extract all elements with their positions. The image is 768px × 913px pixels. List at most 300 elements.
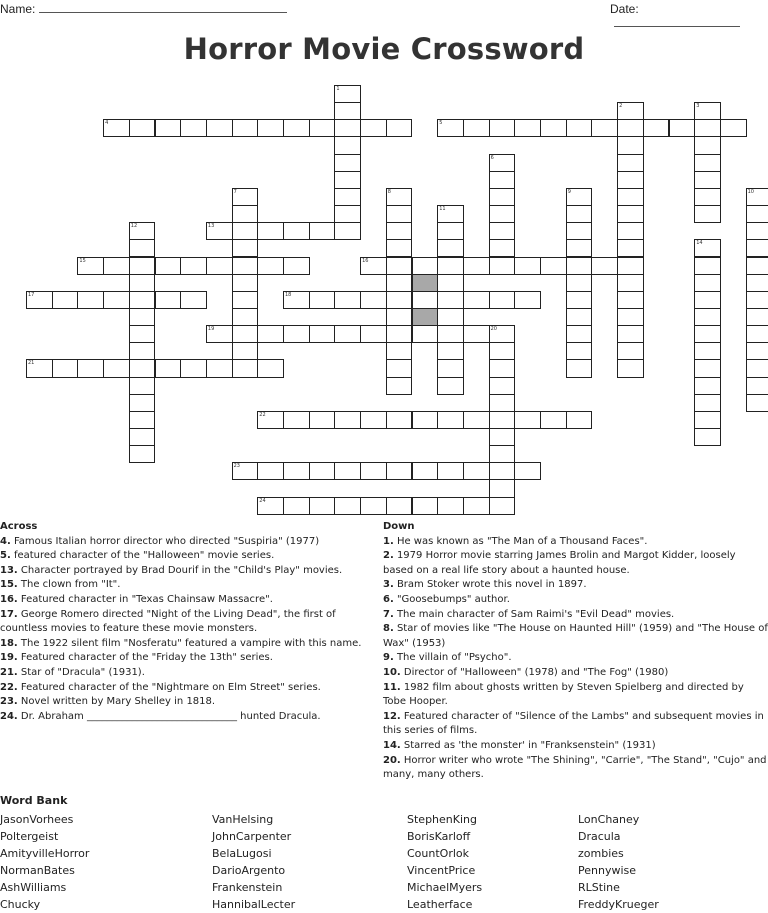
clue-number: 10. (383, 666, 401, 678)
word-bank-item: Pennywise (578, 864, 637, 878)
grid-cell[interactable] (617, 222, 644, 240)
grid-cell[interactable] (746, 205, 768, 223)
grid-cell[interactable] (617, 257, 644, 275)
grid-cell[interactable] (129, 222, 156, 240)
grid-cell[interactable] (180, 359, 207, 377)
grid-cell[interactable] (746, 274, 768, 292)
grid-cell[interactable] (232, 222, 259, 240)
grid-cell[interactable] (360, 411, 387, 429)
grid-cell[interactable] (26, 291, 53, 309)
word-bank-item: AshWilliams (0, 881, 67, 895)
grid-cell[interactable] (206, 257, 233, 275)
grid-cell[interactable] (566, 325, 593, 343)
grid-cell[interactable] (334, 102, 361, 120)
grid-cell[interactable] (77, 291, 104, 309)
grid-cell[interactable] (257, 119, 284, 137)
shaded-cell (412, 274, 439, 292)
clue-text: "Goosebumps" author. (393, 593, 510, 605)
grid-cell[interactable] (617, 171, 644, 189)
grid-cell[interactable] (334, 154, 361, 172)
grid-cell[interactable] (386, 188, 413, 206)
grid-cell[interactable] (566, 274, 593, 292)
grid-cell[interactable] (694, 136, 721, 154)
grid-cell[interactable] (386, 497, 413, 515)
grid-cell[interactable] (129, 394, 156, 412)
grid-cell[interactable] (180, 257, 207, 275)
grid-cell[interactable] (26, 359, 53, 377)
grid-cell[interactable] (309, 497, 336, 515)
grid-cell[interactable] (360, 497, 387, 515)
grid-cell[interactable] (412, 291, 439, 309)
down-clues (383, 520, 768, 783)
grid-cell[interactable] (746, 222, 768, 240)
grid-cell[interactable] (746, 291, 768, 309)
grid-cell[interactable] (52, 291, 79, 309)
grid-cell[interactable] (386, 222, 413, 240)
grid-cell[interactable] (437, 119, 464, 137)
clue-number: 9 (567, 188, 571, 195)
clue-text: Bram Stoker wrote this novel in 1897. (393, 579, 587, 591)
grid-cell[interactable] (283, 411, 310, 429)
clue-text: 1979 Horror movie starring James Brolin and Margot Kidder, loosely based on a real life story about a haunted house. (383, 550, 736, 576)
grid-cell[interactable] (694, 308, 721, 326)
grid-cell[interactable] (591, 119, 618, 137)
across-clue (0, 710, 380, 725)
grid-cell[interactable] (437, 239, 464, 257)
down-clue (383, 754, 768, 783)
grid-cell[interactable] (489, 342, 516, 360)
grid-cell[interactable] (155, 291, 182, 309)
grid-cell[interactable] (309, 325, 336, 343)
grid-cell[interactable] (129, 359, 156, 377)
clue-text: Character portrayed by Brad Dourif in the "Child's Play" movies. (17, 564, 343, 576)
grid-cell[interactable] (746, 239, 768, 257)
grid-cell[interactable] (334, 188, 361, 206)
grid-cell[interactable] (746, 359, 768, 377)
grid-cell[interactable] (129, 411, 156, 429)
word-bank-item: BorisKarloff (407, 830, 471, 844)
grid-cell[interactable] (129, 377, 156, 395)
grid-cell[interactable] (232, 239, 259, 257)
grid-cell[interactable] (360, 119, 387, 137)
grid-cell[interactable] (360, 257, 387, 275)
grid-cell[interactable] (566, 239, 593, 257)
grid-cell[interactable] (206, 325, 233, 343)
word-bank-item: Frankenstein (212, 881, 283, 895)
grid-cell[interactable] (617, 188, 644, 206)
grid-cell[interactable] (617, 359, 644, 377)
grid-cell[interactable] (540, 411, 567, 429)
grid-cell[interactable] (694, 188, 721, 206)
grid-cell[interactable] (514, 462, 541, 480)
grid-cell[interactable] (386, 239, 413, 257)
across-clue (0, 608, 380, 637)
grid-cell[interactable] (386, 377, 413, 395)
grid-cell[interactable] (694, 428, 721, 446)
grid-cell[interactable] (694, 394, 721, 412)
grid-cell[interactable] (206, 222, 233, 240)
grid-cell[interactable] (334, 222, 361, 240)
grid-cell[interactable] (643, 119, 670, 137)
grid-cell[interactable] (334, 85, 361, 103)
grid-cell[interactable] (489, 359, 516, 377)
grid-cell[interactable] (437, 359, 464, 377)
grid-cell[interactable] (129, 325, 156, 343)
grid-cell[interactable] (489, 497, 516, 515)
clue-text: Star of movies like "The House on Haunted Hill" (1959) and "The House of Wax" (1953) (383, 623, 768, 649)
down-clue (383, 622, 768, 651)
grid-cell[interactable] (386, 308, 413, 326)
down-clue (383, 666, 768, 681)
clue-number: 17. (0, 608, 18, 620)
grid-cell[interactable] (232, 291, 259, 309)
clue-number: 19. (0, 652, 18, 664)
grid-cell[interactable] (489, 479, 516, 497)
clue-number: 21 (28, 360, 35, 367)
grid-cell[interactable] (617, 102, 644, 120)
grid-cell[interactable] (489, 205, 516, 223)
clue-number: 1. (383, 535, 394, 547)
grid-cell[interactable] (694, 154, 721, 172)
word-bank-item: StephenKing (407, 813, 477, 826)
grid-cell[interactable] (540, 257, 567, 275)
grid-cell[interactable] (514, 411, 541, 429)
clue-text: George Romero directed "Night of the Living Dead", the first of countless movies to feature these movie monsters. (0, 608, 336, 635)
grid-cell[interactable] (694, 325, 721, 343)
down-clue (383, 608, 768, 623)
clue-number: 11. (383, 681, 401, 693)
clue-number: 2 (619, 103, 623, 110)
grid-cell[interactable] (694, 359, 721, 377)
grid-cell[interactable] (334, 411, 361, 429)
across-clues (0, 520, 380, 724)
grid-cell[interactable] (746, 342, 768, 360)
grid-cell[interactable] (129, 257, 156, 275)
grid-cell[interactable] (386, 119, 413, 137)
grid-cell[interactable] (746, 188, 768, 206)
grid-cell[interactable] (257, 359, 284, 377)
grid-cell[interactable] (386, 274, 413, 292)
word-bank-item: JohnCarpenter (212, 830, 292, 844)
grid-cell[interactable] (386, 342, 413, 360)
grid-cell[interactable] (437, 325, 464, 343)
grid-cell[interactable] (232, 274, 259, 292)
grid-cell[interactable] (129, 428, 156, 446)
grid-cell[interactable] (412, 462, 439, 480)
clue-text: He was known as "The Man of a Thousand Faces". (393, 535, 648, 547)
grid-cell[interactable] (360, 291, 387, 309)
grid-cell[interactable] (617, 325, 644, 343)
grid-cell[interactable] (463, 462, 490, 480)
grid-cell[interactable] (386, 359, 413, 377)
word-bank-item: RLStine (578, 881, 620, 895)
grid-cell[interactable] (155, 119, 182, 137)
grid-cell[interactable] (257, 411, 284, 429)
word-bank-item: Chucky (0, 898, 41, 912)
clue-number: 11 (439, 206, 446, 213)
grid-cell[interactable] (489, 257, 516, 275)
grid-cell[interactable] (566, 291, 593, 309)
grid-cell[interactable] (591, 257, 618, 275)
grid-cell[interactable] (566, 222, 593, 240)
grid-cell[interactable] (566, 308, 593, 326)
across-clue (0, 681, 380, 696)
down-clue-list (383, 535, 768, 783)
grid-cell[interactable] (283, 222, 310, 240)
grid-cell[interactable] (489, 462, 516, 480)
grid-cell[interactable] (694, 377, 721, 395)
grid-cell[interactable] (617, 205, 644, 223)
grid-cell[interactable] (514, 257, 541, 275)
grid-cell[interactable] (334, 462, 361, 480)
grid-cell[interactable] (694, 239, 721, 257)
grid-cell[interactable] (437, 497, 464, 515)
clue-number: 16. (0, 593, 18, 605)
grid-cell[interactable] (489, 154, 516, 172)
grid-cell[interactable] (463, 497, 490, 515)
grid-cell[interactable] (437, 257, 464, 275)
grid-cell[interactable] (463, 291, 490, 309)
across-clue (0, 564, 380, 579)
grid-cell[interactable] (746, 377, 768, 395)
grid-cell[interactable] (694, 257, 721, 275)
word-bank-item: DarioArgento (212, 864, 286, 878)
grid-cell[interactable] (617, 136, 644, 154)
grid-cell[interactable] (334, 171, 361, 189)
grid-cell[interactable] (694, 342, 721, 360)
grid-cell[interactable] (566, 188, 593, 206)
across-clue (0, 535, 380, 550)
down-clue (383, 593, 768, 608)
grid-cell[interactable] (463, 257, 490, 275)
grid-cell[interactable] (489, 291, 516, 309)
grid-cell[interactable] (386, 462, 413, 480)
shaded-cell (412, 308, 439, 326)
word-bank-column (0, 811, 89, 913)
grid-cell[interactable] (180, 119, 207, 137)
grid-cell[interactable] (257, 325, 284, 343)
grid-cell[interactable] (746, 257, 768, 275)
grid-cell[interactable] (52, 359, 79, 377)
grid-cell[interactable] (334, 325, 361, 343)
grid-cell[interactable] (514, 119, 541, 137)
grid-cell[interactable] (232, 257, 259, 275)
grid-cell[interactable] (489, 188, 516, 206)
grid-cell[interactable] (437, 291, 464, 309)
grid-cell[interactable] (232, 119, 259, 137)
grid-cell[interactable] (489, 428, 516, 446)
grid-cell[interactable] (334, 497, 361, 515)
grid-cell[interactable] (334, 136, 361, 154)
down-clue (383, 549, 768, 578)
grid-cell[interactable] (257, 462, 284, 480)
grid-cell[interactable] (155, 359, 182, 377)
grid-cell[interactable] (386, 411, 413, 429)
grid-cell[interactable] (617, 308, 644, 326)
grid-cell[interactable] (386, 205, 413, 223)
grid-cell[interactable] (155, 257, 182, 275)
grid-cell[interactable] (412, 497, 439, 515)
grid-cell[interactable] (412, 411, 439, 429)
grid-cell[interactable] (489, 119, 516, 137)
grid-cell[interactable] (232, 308, 259, 326)
grid-cell[interactable] (694, 102, 721, 120)
grid-cell[interactable] (617, 119, 644, 137)
grid-cell[interactable] (694, 205, 721, 223)
grid-cell[interactable] (540, 119, 567, 137)
grid-cell[interactable] (232, 342, 259, 360)
grid-cell[interactable] (489, 171, 516, 189)
grid-cell[interactable] (437, 377, 464, 395)
grid-cell[interactable] (232, 188, 259, 206)
across-clue (0, 593, 380, 608)
grid-cell[interactable] (617, 291, 644, 309)
grid-cell[interactable] (232, 325, 259, 343)
grid-cell[interactable] (437, 342, 464, 360)
down-clue (383, 578, 768, 593)
word-bank-item: Dracula (578, 830, 621, 844)
grid-cell[interactable] (129, 342, 156, 360)
grid-cell[interactable] (386, 291, 413, 309)
grid-cell[interactable] (489, 239, 516, 257)
grid-cell[interactable] (463, 119, 490, 137)
grid-cell[interactable] (129, 308, 156, 326)
grid-cell[interactable] (309, 411, 336, 429)
grid-cell[interactable] (437, 462, 464, 480)
grid-cell[interactable] (334, 119, 361, 137)
grid-cell[interactable] (437, 274, 464, 292)
grid-cell[interactable] (309, 462, 336, 480)
grid-cell[interactable] (103, 291, 130, 309)
grid-cell[interactable] (257, 257, 284, 275)
grid-cell[interactable] (489, 377, 516, 395)
grid-cell[interactable] (566, 359, 593, 377)
clue-number: 15 (79, 257, 86, 264)
grid-cell[interactable] (129, 291, 156, 309)
word-bank-item: HannibalLecter (212, 898, 296, 912)
grid-cell[interactable] (566, 342, 593, 360)
grid-cell[interactable] (437, 411, 464, 429)
grid-cell[interactable] (694, 119, 721, 137)
clue-number: 17 (28, 291, 35, 298)
grid-cell[interactable] (437, 222, 464, 240)
grid-cell[interactable] (309, 222, 336, 240)
grid-cell[interactable] (129, 274, 156, 292)
grid-cell[interactable] (283, 119, 310, 137)
grid-cell[interactable] (77, 257, 104, 275)
grid-cell[interactable] (283, 291, 310, 309)
grid-cell[interactable] (566, 411, 593, 429)
across-clue (0, 637, 380, 652)
grid-cell[interactable] (720, 119, 747, 137)
grid-cell[interactable] (129, 445, 156, 463)
grid-cell[interactable] (283, 325, 310, 343)
grid-cell[interactable] (746, 394, 768, 412)
grid-cell[interactable] (617, 239, 644, 257)
grid-cell[interactable] (617, 342, 644, 360)
word-bank-item: VincentPrice (407, 864, 476, 878)
grid-cell[interactable] (437, 308, 464, 326)
grid-cell[interactable] (617, 274, 644, 292)
grid-cell[interactable] (360, 462, 387, 480)
clue-text: Featured character of the "Nightmare on Elm Street" series. (17, 681, 321, 693)
grid-cell[interactable] (232, 359, 259, 377)
grid-cell[interactable] (694, 411, 721, 429)
grid-cell[interactable] (129, 119, 156, 137)
grid-cell[interactable] (617, 154, 644, 172)
grid-cell[interactable] (103, 257, 130, 275)
grid-cell[interactable] (746, 308, 768, 326)
grid-cell[interactable] (232, 205, 259, 223)
grid-cell[interactable] (77, 359, 104, 377)
grid-cell[interactable] (437, 205, 464, 223)
grid-cell[interactable] (206, 359, 233, 377)
grid-cell[interactable] (129, 239, 156, 257)
clue-number: 22. (0, 681, 18, 693)
grid-cell[interactable] (232, 462, 259, 480)
grid-cell[interactable] (566, 257, 593, 275)
clue-text: The villain of "Psycho". (393, 652, 512, 664)
grid-cell[interactable] (334, 205, 361, 223)
grid-cell[interactable] (694, 274, 721, 292)
grid-cell[interactable] (283, 257, 310, 275)
grid-cell[interactable] (489, 325, 516, 343)
down-clue (383, 739, 768, 754)
grid-cell[interactable] (489, 411, 516, 429)
clue-number: 4 (105, 120, 109, 127)
grid-cell[interactable] (103, 119, 130, 137)
grid-cell[interactable] (694, 291, 721, 309)
clue-text: Featured character in "Texas Chainsaw Massacre". (17, 593, 273, 605)
clue-number: 4. (0, 535, 11, 547)
grid-cell[interactable] (360, 325, 387, 343)
clue-number: 3. (383, 579, 394, 591)
grid-cell[interactable] (694, 171, 721, 189)
grid-cell[interactable] (669, 119, 696, 137)
grid-cell[interactable] (412, 257, 439, 275)
grid-cell[interactable] (206, 119, 233, 137)
clue-number: 14. (383, 739, 401, 751)
grid-cell[interactable] (257, 497, 284, 515)
date-label: Date: (610, 2, 639, 16)
grid-cell[interactable] (566, 205, 593, 223)
grid-cell[interactable] (386, 257, 413, 275)
grid-cell[interactable] (514, 291, 541, 309)
clue-text: featured character of the "Halloween" movie series. (10, 550, 275, 562)
grid-cell[interactable] (257, 222, 284, 240)
grid-cell[interactable] (489, 222, 516, 240)
grid-cell[interactable] (386, 325, 413, 343)
grid-cell[interactable] (309, 119, 336, 137)
clue-number: 23. (0, 696, 18, 708)
grid-cell[interactable] (283, 497, 310, 515)
grid-cell[interactable] (463, 411, 490, 429)
clue-number: 18 (285, 291, 292, 298)
grid-cell[interactable] (309, 291, 336, 309)
grid-cell[interactable] (746, 325, 768, 343)
grid-cell[interactable] (412, 325, 439, 343)
grid-cell[interactable] (180, 291, 207, 309)
grid-cell[interactable] (566, 119, 593, 137)
grid-cell[interactable] (334, 291, 361, 309)
clue-text: Star of "Dracula" (1931). (17, 666, 145, 678)
clue-number: 1 (336, 86, 340, 92)
grid-cell[interactable] (463, 325, 490, 343)
grid-cell[interactable] (489, 445, 516, 463)
grid-cell[interactable] (489, 394, 516, 412)
grid-cell[interactable] (283, 462, 310, 480)
grid-cell[interactable] (103, 359, 130, 377)
